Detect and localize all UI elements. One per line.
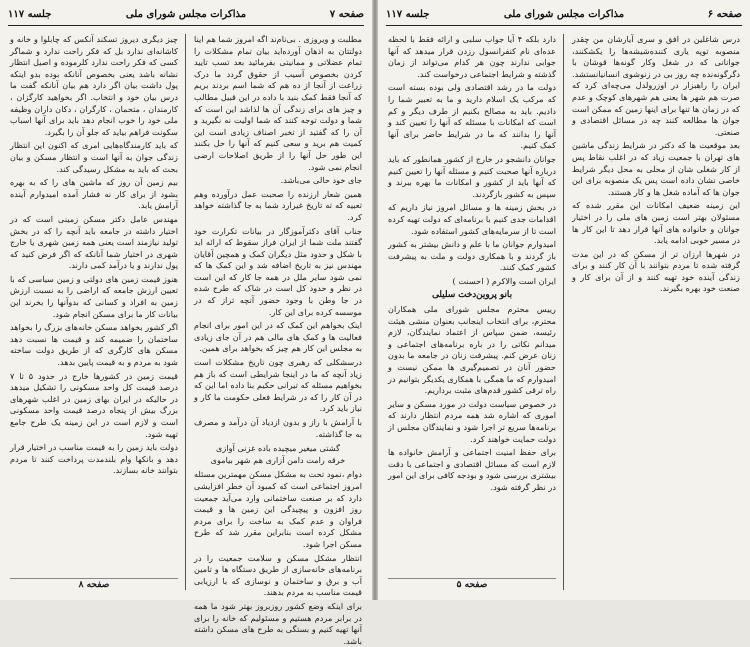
paragraph: جناب آقای دکترآموزگار در بیانات تکرارت خود گفتند ملت شما از ایران فراز سقوط که ارائه اید با شکل و حدود مثل دیگران کمک و همچین آقایان مهندس نیز به تاریخ اضافه شد و این کمک ها که نمی شود سایر ملل در همه جا کار که این است در نظر و حدود کل است در شاک که طرح شده در جا وطن با وجود حضور آنچه تراز که در موسسه کرده برای این کار. xyxy=(194,225,362,317)
paragraph: برای اینکه وضع کشور روزبروز بهتر شود ما همه در برابر مردم هستیم و مسئولیم که خانه را برای آنها تهیه کنیم و بستگی به طرح های مسکن داشته باشد. xyxy=(194,600,362,646)
paragraph: اینک بخواهم این کمک که در این امور برای انجام فعالیت ها و کمک های مالی هم در آن جای زیادی به مجلس این کار هم چیز که بخواهد برای همین. xyxy=(194,320,362,354)
paragraph: چیز دیگری دیروز تسکند آنکس که چابلوا و خانه و کاشانه‌ای ندارد بل که فکر راحت ندارد و شماگر کسی که فکر راحت ندارد کلرموده و اصیل انتظار نشانه باشد یعنی بخصوص آنانکه بوده بدو اینکه پول داشت بیان اگر دارد هم بیان آنانکه گفت ما درس بیان خود و انتخاب. اگر بخواهید کارگزان ، کارمندان ، متحمان ، کارگران ، دکان داران وظیفه ملی خود را خوب انجام دهد باید برای آنها اسباب سکونت فراهم بیاید که جلو آن را بگیرد. xyxy=(10,34,178,137)
speaker-heading: بانو پروین‌دخت سلیلی xyxy=(431,290,513,301)
paragraph: در بخش زمینه ها و مسائل امروز نیاز داریم که اقدامات جدی کنیم با برنامه‌ای که دولت تهیه کرده است تا از سرمایه‌های کشور استفاده شود. xyxy=(388,202,556,236)
paragraph: با آرامش با راز و بدون ازدیاد آن درآمد و مصرف به جا گذاشته. xyxy=(194,417,362,439)
right-page-title: مذاکرات مجلس شورای ملی xyxy=(503,9,625,20)
paragraph: بعد موقعیت ها که دکتر در شرایط زندگی ماشین های تهران با جمعیت زیاد که در اغلب نقاط پس از کار شغلی شان از محلی به محل دیگر شرایط خاصی نشان داده است پس یک منصوبه برای این جوان ها که آماده شغل ها و کار هستند. xyxy=(572,140,740,197)
column-divider xyxy=(185,34,186,590)
left-page-right-column xyxy=(194,34,362,646)
right-page-number: صفحه ۶ xyxy=(707,9,742,20)
paragraph: همین شعار ارزنده را صحبت عمل درآورده وهم تعبیه که ته تاریخ غیرارد شما به جا گذاشته خواهد کرد. xyxy=(194,188,362,222)
right-page-footer-number: صفحه ۵ xyxy=(388,578,556,592)
paragraph: که باید کارمندگاه‌هایی امری که اکنون این انتظار زندگی جوان به آنها است و انتظار مسکن و بیان بحث که باید به مشکل رسیدگی کند. xyxy=(10,140,178,174)
paragraph: امیدوارم جوانان ما با علم و دانش بیشتر به کشور باز گردند و با همکاری دولت و ملت به پیشرفت کشور کمک کنند. xyxy=(388,239,556,273)
right-page xyxy=(378,0,750,600)
paragraph: درس شاغلین در افق و سری آیارشان من چقدر منصوبه توپه یاری کننده‌شیشه‌ها را یکشکنند، جوانانی که در شغل وکار گونه‌ها قوشان با دگرگونه‌نده چه روز بی در زنوشوی انسانیانستشد. ایران را راهبزار در اوزرولدل می‌چه‌ای کرد که صرت هم شهر ها یعنی هم شهرهای کوچک و عدم که در زمان ها تنها برای اینها زمین که ممکن است جوان ها مطالعه کنند چه در مسائل اقتصادی و صنعتی. xyxy=(572,34,740,137)
column-divider xyxy=(563,34,564,590)
paragraph: در خصوص سیاست دولت در مورد مسکن و سایر اموری که اشاره شد همه مردم انتظار دارند که برنامه‌ها سریع تر اجرا شود و نمایندگان مجلس از دولت حمایت خواهند کرد. xyxy=(388,398,556,444)
paragraph: انتظار مشکل مسکن و سلامت جمعیت را در برنامه‌های خانه‌سازی از طریق دستگاه ها و تامین آب و برق و ساختمان و نوسازی که با ارزیابی قیمت مناسب به مردم بدهند. xyxy=(194,552,362,598)
paragraph: این زمینه ضعیف امکانات این مقرر شده که مسئولان بهتر است زمین های ملی را در اختیار جوانان و خانواده های آنها قرار دهد تا این کار ها در مسیر خوبی ادامه یابد. xyxy=(572,200,740,246)
left-page-title: مذاکرات مجلس شورای ملی xyxy=(125,9,247,20)
paragraph: دولت ما در رشد اقتصادی ولی بوده بسته است که مرکب یک اسلام دارید و ما به تعبیر شما را دادیم. باید به مصالح بکنیم از طرف دیگر و کم است که امکانات با مسئله که آنها را تعیین کند و آنها را بدانند که ما در شرایط حاضر برای آنها کمک کنیم. xyxy=(388,82,556,151)
paragraph: قیمت زمین در کشورها خارج در حدود ۵ تا ۷ درصد قیمت کل واحد مسکونی را تشکیل میدهد در حالیکه در ایران بهای زمین در اغلب شهرهای بزرگ بیش از پنجاه درصد قیمت واحد مسکونی است و لازم است در این زمینه یک طرح جامع تهیه شود. xyxy=(10,370,178,439)
left-page-session: جلسه ۱۱۷ xyxy=(8,9,52,20)
left-page-header xyxy=(8,7,364,26)
paragraph: دوام ،نمود تحت به مشکل مسکن مهمترین مسئله امروز اجتماعی است که کمبود آن خطر افزایشی دارد که بر صنعت ساختمانی وارد می‌آید جمعیت روز افزون و پیچیدگی این زمین ها و قیمت فراوان و عدم کمک به ساخت را برای مردم مشکل کرده است بنابراین مقرر شد که طرح مسکن اجرا شود. xyxy=(194,469,362,549)
right-page-header xyxy=(386,7,742,26)
right-page-right-column xyxy=(572,34,740,592)
paragraph: جوانان دانشجو در خارج از کشور همانطور که باید درباره آنها صحبت کنیم و مسئله آنها را تعیین کنیم که آنها باید از کشور و امکانات ما بهره ببرند و سپس به کشور بازگردند. xyxy=(388,153,556,199)
paragraph: مطلبت و ویروزی . بی‌نام‌ند اگه امروز شما هم اینا دولتتان به اذهان آورده‌اید بیان تمام مشکلات را تمام عضلاتی و ممانیتی بفرمائید بعد تسب تایید کردن بخصوص آسیب از حقوق گردد ما درک زراعت از آنجا از ده هم که شما اسم بردند بریم که آنجا فقط کمک بنید با داده در این قبیل مطالب و چیز های برای زندگی آن ها لذاشد این است که شما و دولت توجه کنند که شما اولیت نه نگیرید و آن را که گفتید از تخبر اصناف زیادی است این کمیت هم برید و سعی کنیم که آنها را حل بکنند این طور حل آنها را از طریق اصلاحات ارضی انجام نمی شود. xyxy=(194,34,362,172)
paragraph: مهندس عامل دکتر مسکن زمینی است که در اختیار داشته در جامعه باید آنچه را که در بخش تولید نیازمند است یعنی همه زمین شهری یا خارج شهری در اختیار شما آنانکه که اگر فرض کنید که پول ندارند و یا درآمد کمی دارند. xyxy=(10,213,178,271)
paragraph: دولت باید زمین را به قیمت مناسب در اختیار قرار دهد و بانکها وام بلندمدت پرداخت کنند تا مردم بتوانند خانه بسازند. xyxy=(10,442,178,476)
paragraph: هنوز قیمت زمین های دولتی و زمین سیاسی که با تعیین ارزش جامعه که اراضی را به نسبت ارزش زمین به افراد و کسانی که بدوآنها را بخرند این بیانات کار ما برای مسکن انجام شود. xyxy=(10,273,178,319)
poem-line: خرقه رامت دامن آزاری هم شهر بیاموی xyxy=(210,454,346,465)
poem xyxy=(194,443,362,466)
paragraph: بیم زمین آن روز که ماشین های را که به بهره بشود از برای کار نه فشار آمده امیدوارم آینده آرامش یابد. xyxy=(10,177,178,211)
left-page-footer-number: صفحه ۸ xyxy=(10,578,178,592)
left-page xyxy=(0,0,372,646)
paragraph: اگر کشور بخواهد مسکن خانه‌های بزرگ را بخواهد ساختمان را ضمیمه کند و قیمت ها نسبت دهد مسکن های کارگری که از طریق دولت ساخته شود به مردم و به قیمت پایین بدهد. xyxy=(10,322,178,368)
paragraph: دارد بلکه ۴ آیا جواب سلبی و ارائه فقط با لحظه عده‌ای نام کنفرانسول‌ رزدن قرار میدهد که آنها جوابی ندارند چون هر کدام می‌تواند از زمان گذشته و شرایط اجتماعی درخواست کند. xyxy=(388,34,556,79)
poem-line: گشتی میغیر میچیده باده غزنی آوازی xyxy=(216,443,340,454)
speaker-speech: رییس محترم‌ مجلس شورای ملی همکاران محترم، برای انتخاب اینجانب بعنوان منشی هیئت رئیسه، ضمن سپاس از اعتماد نمایندگان، لازم میدانم نکاتی را در باره برنامه‌های اجتماعی و زنان عرض کنم. پیشرفت زنان در جامعه ما بدون حضور آنان در تصمیم‌گیری ها ممکن نیست و امیدوارم که ما همگی با همکاری یکدیگر بتوانیم در راه ترقی کشور قدم‌های مثبت برداریم. xyxy=(388,304,556,396)
right-page-session: جلسه ۱۱۷ xyxy=(386,9,430,20)
paragraph: در شهرها ارزان تر از مسکن که در این مدت گرفته شده تا مردم بتوانند با آن کار کنند و برای زندگی آینده خود تهیه کنند و از آن برای کار و صنعت خود بهره بگیرند. xyxy=(572,248,740,294)
left-page-left-column xyxy=(10,34,178,592)
paragraph: برای حفظ امنیت اجتماعی و آرامش خانواده ها لازم است که مسائل اقتصادی و اجتماعی با دقت بیشتری بررسی شود و بودجه کافی برای این امور در نظر گرفته شود. xyxy=(388,447,556,492)
paragraph: ایران است والاکرم ( احسنت ) xyxy=(452,275,556,286)
paragraph: درسشکلی که رهبری چون تاریخ مشکلات است زیاد آنچه که ما در اینجا شرایطی است که باز هم بخواهیم مسئله که تیرانی حکیم بنا داده اما این که در آن کار را که در شرایط فعلی حکومت ما کار و نیاز باید کرد. xyxy=(194,357,362,414)
paragraph: جای خود حالی می‌باشد. xyxy=(280,175,362,186)
left-page-number: صفحه ۷ xyxy=(329,9,364,20)
right-page-left-column xyxy=(388,34,556,592)
